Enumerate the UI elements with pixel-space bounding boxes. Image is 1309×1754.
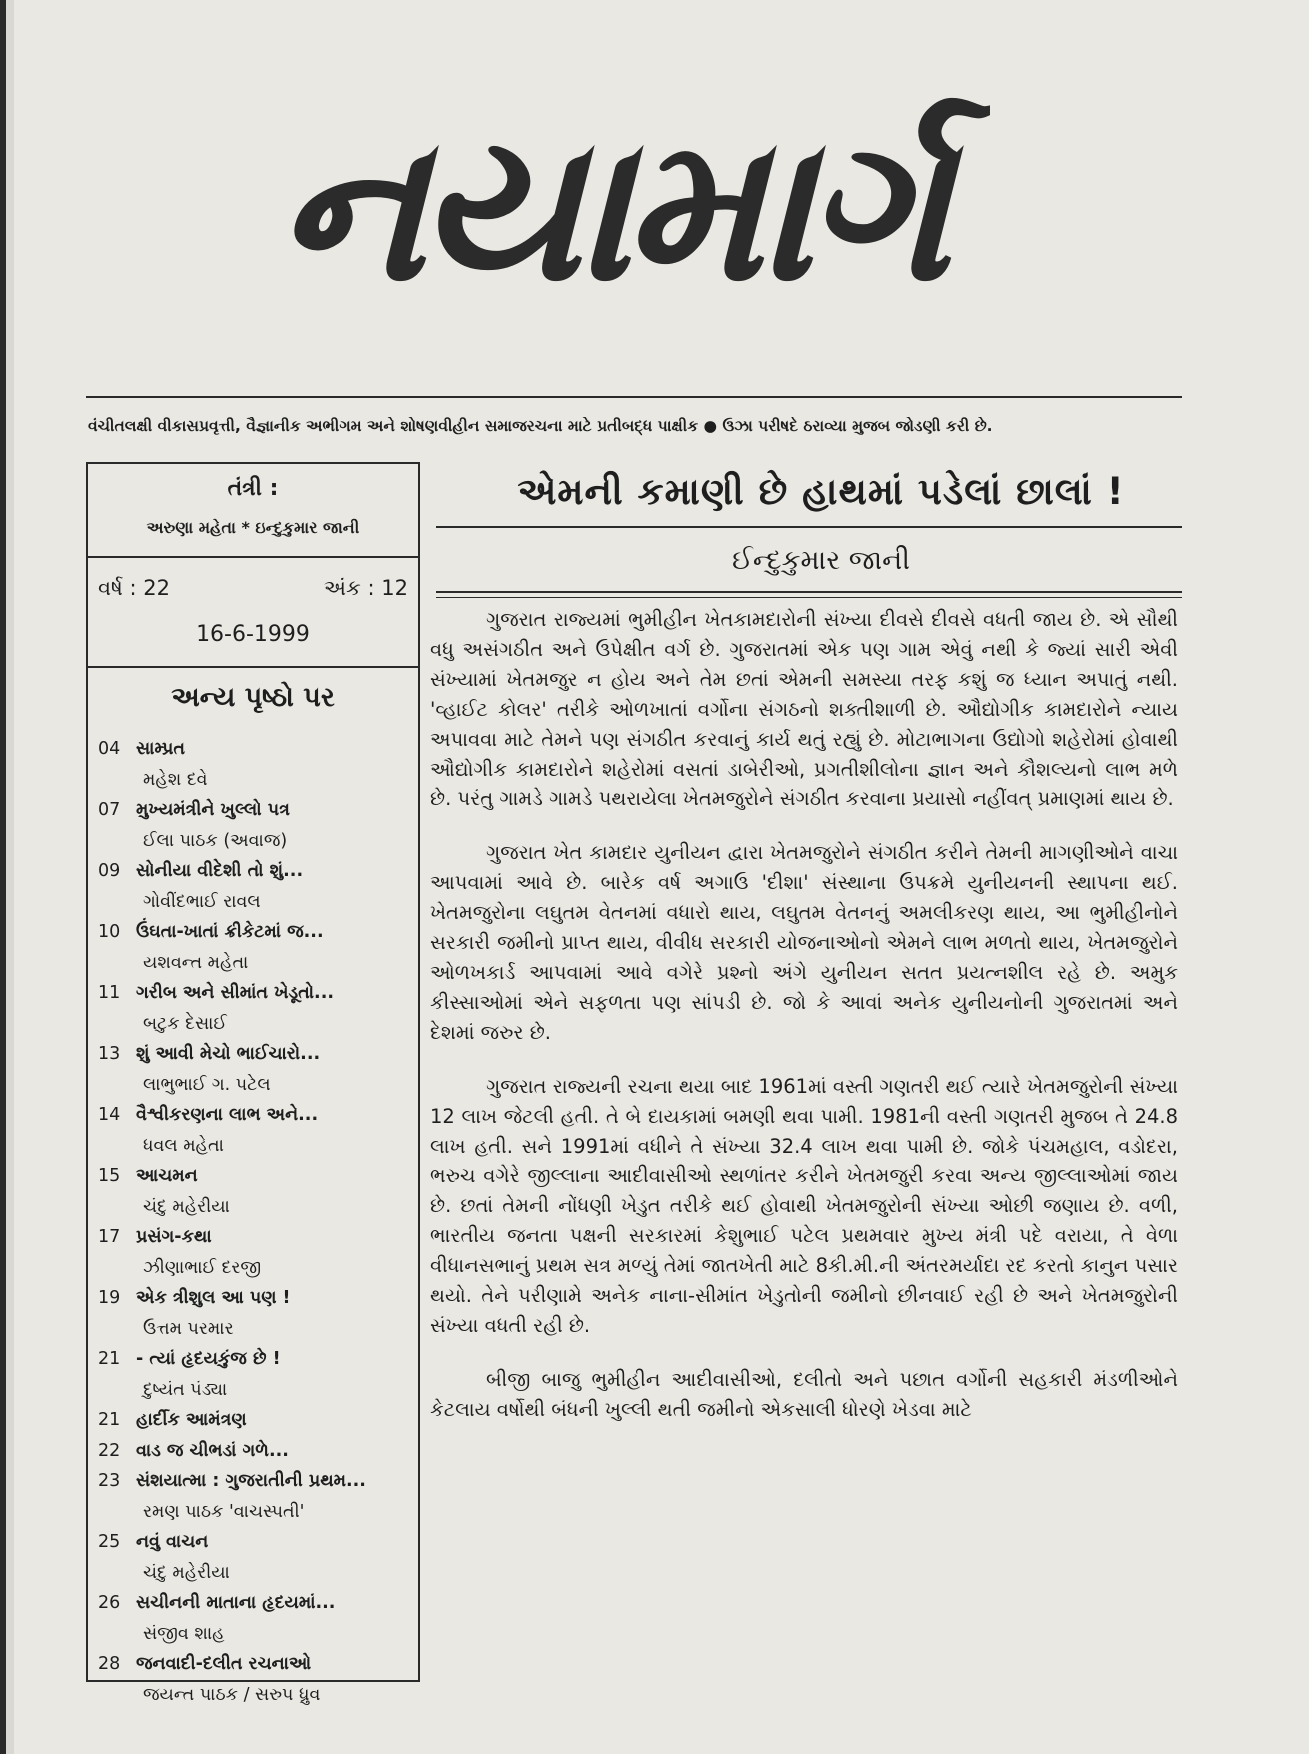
masthead-logo: નયામાર્ગ [276,93,943,326]
toc-entry [98,1222,416,1253]
toc-title: હાર્દીક આમંત્રણ [136,1410,247,1430]
issue-date: 16-6-1999 [196,622,310,647]
toc-title: શું આવી મેચો ભાઈચારો... [136,1044,321,1064]
toc-title: વૈશ્વીકરણના લાભ અને... [136,1105,319,1125]
article-paragraph: ગુજરાત ખેત કામદાર યુનીયન દ્વારા ખેતમજુરોને સંગઠીત કરીને તેમની માગણીઓને વાચા આપવામાં આવે છે. બારેક વર્ષ અગાઉ 'દીશા' સંસ્થાના ઉપક્રમે યુનીયનની સ્થાપના થઈ. ખેતમજુરોના લઘુતમ વેતનમાં વધારો થાય, લઘુતમ વેતનનું અમલીકરણ થાય, આ ભુમીહીનોને સરકારી જમીનો પ્રાપ્ત થાય, વીવીધ સરકારી યોજનાઓનો એમને લાભ મળતો થાય, ખેતમજુરોને ઓળખકાર્ડ આપવામાં આવે વગેરે પ્રશ્નો અંગે યુનીયન સતત પ્રયત્નશીલ રહે છે. અમુક કીસ્સાઓમાં એને સફળતા પણ સાંપડી છે. જો કે આવાં અનેક યુનીયનોની ગુજરાતમાં અને દેશમાં જરુર છે. [430,841,1178,1044]
toc-entry [98,1344,416,1375]
tagline: વંચીતલક્ષી વીકાસપ્રવૃત્તી, વૈજ્ઞાનીક અભીગમ અને શોષણવીહીન સમાજરચના માટે પ્રતીબદ્ધ પાક્ષીક ● ઉઝા પરીષદે ઠરાવ્યા મુજબ જોડણી કરી છે. [88,417,993,435]
masthead-rule [86,396,1182,398]
toc-title: જનવાદી-દલીત રચનાઓ [136,1654,312,1674]
article-headline: એમની કમાણી છે હાથમાં પડેલાં છાલાં ! [517,470,1125,513]
toc-title: આચમન [136,1166,198,1186]
toc-page-number: 17 [98,1227,121,1247]
toc-author: ધવલ મહેતા [143,1135,224,1156]
toc-entry [98,856,416,887]
toc-page-number: 04 [98,739,121,759]
toc-page-number: 07 [98,800,121,820]
toc-author: ઝીણાભાઈ દરજી [143,1257,262,1278]
toc-author: ઉત્તમ પરમાર [143,1318,234,1339]
toc-page-number: 21 [98,1349,121,1369]
issue-number: અંક : 12 [323,576,408,600]
toc-entry [98,1100,416,1131]
toc-entry [98,917,416,948]
toc-entry [98,1466,416,1497]
toc-entry [98,1527,416,1558]
toc-page-number: 11 [98,983,121,1003]
toc-title: સામ્પ્રત [136,739,185,759]
toc-title: ઉંઘતા-ખાતાં ક્રીકેટમાં જ... [136,922,324,942]
toc-author: સંજીવ શાહ [143,1623,225,1644]
toc-page-number: 23 [98,1471,121,1491]
headline-rule [436,526,1182,528]
toc-page-number: 19 [98,1288,121,1308]
toc-page-number: 21 [98,1410,121,1430]
toc-page-number: 28 [98,1654,121,1674]
issue-year: વર્ષ : 22 [98,576,170,600]
toc-author: યશવન્ત મહેતા [143,952,249,973]
editor-names: અરુણા મહેતા * ઇન્દુકુમાર જાની [146,518,360,537]
page-binding-edge [0,0,14,1754]
sidebar [86,462,420,1705]
toc-title: વાડ જ ચીભડાં ગળે... [136,1440,289,1461]
toc-page-number: 14 [98,1105,121,1125]
toc-author: ગોવીંદભાઈ રાવલ [143,891,261,912]
toc-page-number: 25 [98,1532,121,1552]
toc-heading: અન્ય પૃષ્ઠો પર [171,682,335,713]
toc-entry [98,1436,416,1467]
toc-title: ગરીબ અને સીમાંત ખેડૂતો... [136,983,334,1003]
toc-page-number: 26 [98,1593,121,1613]
toc-title: સચીનની માતાના હૃદયમાં... [136,1593,336,1613]
toc-title: સંશયાત્મા : ગુજરાતીની પ્રથમ... [136,1471,366,1491]
toc-title: એક ત્રીશુલ આ પણ ! [136,1288,291,1308]
toc-entry [98,795,416,826]
sidebar-divider [88,666,418,668]
toc-author: મહેશ દવે [143,769,208,790]
sidebar-divider [88,556,418,558]
table-of-contents [98,734,416,1710]
toc-title: પ્રસંગ-કથા [136,1227,212,1247]
toc-author: લાભુભાઈ ગ. પટેલ [143,1074,271,1095]
toc-page-number: 22 [98,1440,121,1461]
toc-author: દુષ્યંત પંડ્યા [143,1379,228,1400]
toc-entry [98,1405,416,1436]
byline-rule [436,591,1182,593]
toc-page-number: 13 [98,1044,121,1064]
article-paragraph: ગુજરાત રાજ્યમાં ભુમીહીન ખેતકામદારોની સંખ્યા દીવસે દીવસે વધતી જાય છે. એ સૌથી વધુ અસંગઠીત અને ઉપેક્ષીત વર્ગ છે. ગુજરાતમાં એક પણ ગામ એવું નથી કે જ્યાં સારી એવી સંખ્યામાં ખેતમજુર ન હોય અને તેમ છતાં એમની સમસ્યા તરફ કશું જ ધ્યાન અપાતું નથી. 'વ્હાઈટ કોલર' તરીકે ઓળખાતાં વર્ગોના સંગઠનો શક્તીશાળી છે. ઔદ્યોગીક કામદારોને ન્યાય અપાવવા માટે તેમને પણ સંગઠીત કરવાનું કાર્ય થતું રહ્યું છે. મોટાભાગના ઉદ્યોગો શહેરોમાં હોવાથી ઔદ્યોગીક કામદારોને શહેરોમાં વસતાં ડાબેરીઓ, પ્રગતીશીલોના જ્ઞાન અને કૌશલ્યનો લાભ મળે છે. પરંતુ ગામડે ગામડે પથરાયેલા ખેતમજુરોને સંગઠીત કરવાના પ્રયાસો નહીંવત્ પ્રમાણમાં થાય છે. [430,608,1178,811]
toc-page-number: 09 [98,861,121,881]
toc-entry [98,1588,416,1619]
article-paragraph: બીજી બાજુ ભુમીહીન આદીવાસીઓ, દલીતો અને પછાત વર્ગોની સહકારી મંડળીઓને કેટલાય વર્ષોથી બંધની ખુલ્લી થતી જમીનો એકસાલી ધોરણે ખેડવા માટે [430,1367,1178,1421]
toc-title: - ત્યાં હૃદયકુંજ છે ! [136,1349,281,1369]
toc-page-number: 10 [98,922,121,942]
toc-entry [98,1649,416,1680]
toc-title: સોનીયા વીદેશી તો શું... [136,861,304,881]
byline-rule-2 [436,597,1182,598]
toc-entry [98,1161,416,1192]
toc-author: ચંદુ મહેરીયા [143,1196,230,1217]
toc-author: બટુક દેસાઈ [143,1013,227,1034]
toc-author: ઈલા પાઠક (અવાજ) [143,830,288,851]
article-byline: ઈન્દુકુમાર જાની [732,545,910,576]
toc-entry [98,734,416,765]
toc-author: રમણ પાઠક 'વાચસ્પતી' [143,1501,305,1522]
article-paragraph: ગુજરાત રાજ્યની રચના થયા બાદ 1961માં વસ્તી ગણતરી થઈ ત્યારે ખેતમજુરોની સંખ્યા 12 લાખ જેટલી હતી. તે બે દાયકામાં બમણી થવા પામી. 1981ની વસ્તી ગણતરી મુજબ તે 24.8 લાખ હતી. સને 1991માં વધીને તે સંખ્યા 32.4 લાખ થવા પામી છે. જોકે પંચમહાલ, વડોદરા, ભરુચ વગેરે જીલ્લાના આદીવાસીઓ સ્થળાંતર કરીને ખેતમજુરી કરવા અન્ય જીલ્લાઓમાં જાય છે. છતાં તેમની નોંધણી ખેડુત તરીકે થઈ હોવાથી ખેતમજુરોની સંખ્યા ઓછી જણાય છે. વળી, ભારતીય જનતા પક્ષની સરકારમાં કેશુભાઈ પટેલ પ્રથમવાર મુખ્ય મંત્રી પદે વરાયા, તે વેળા વીધાનસભાનું પ્રથમ સત્ર મળ્યું તેમાં જાતખેતી માટે 8કી.મી.ની અંતરમર્યાદા રદ કરતો કાનુન પસાર થયો. તેને પરીણામે અનેક નાના-સીમાંત ખેડુતોની જમીનો છીનવાઈ રહી છે અને ખેતમજુરોની સંખ્યા વધતી રહી છે. [430,1074,1178,1337]
toc-entry [98,978,416,1009]
toc-entry [98,1039,416,1070]
toc-entry [98,1283,416,1314]
toc-title: નવું વાચન [136,1532,209,1552]
toc-author: જયન્ત પાઠક / સરુપ ધ્રુવ [143,1684,321,1705]
editor-label: તંત્રી : [227,476,279,501]
toc-title: મુખ્યમંત્રીને ખુલ્લો પત્ર [136,800,290,820]
article-body [430,605,1178,1449]
toc-page-number: 15 [98,1166,121,1186]
toc-author: ચંદુ મહેરીયા [143,1562,230,1583]
